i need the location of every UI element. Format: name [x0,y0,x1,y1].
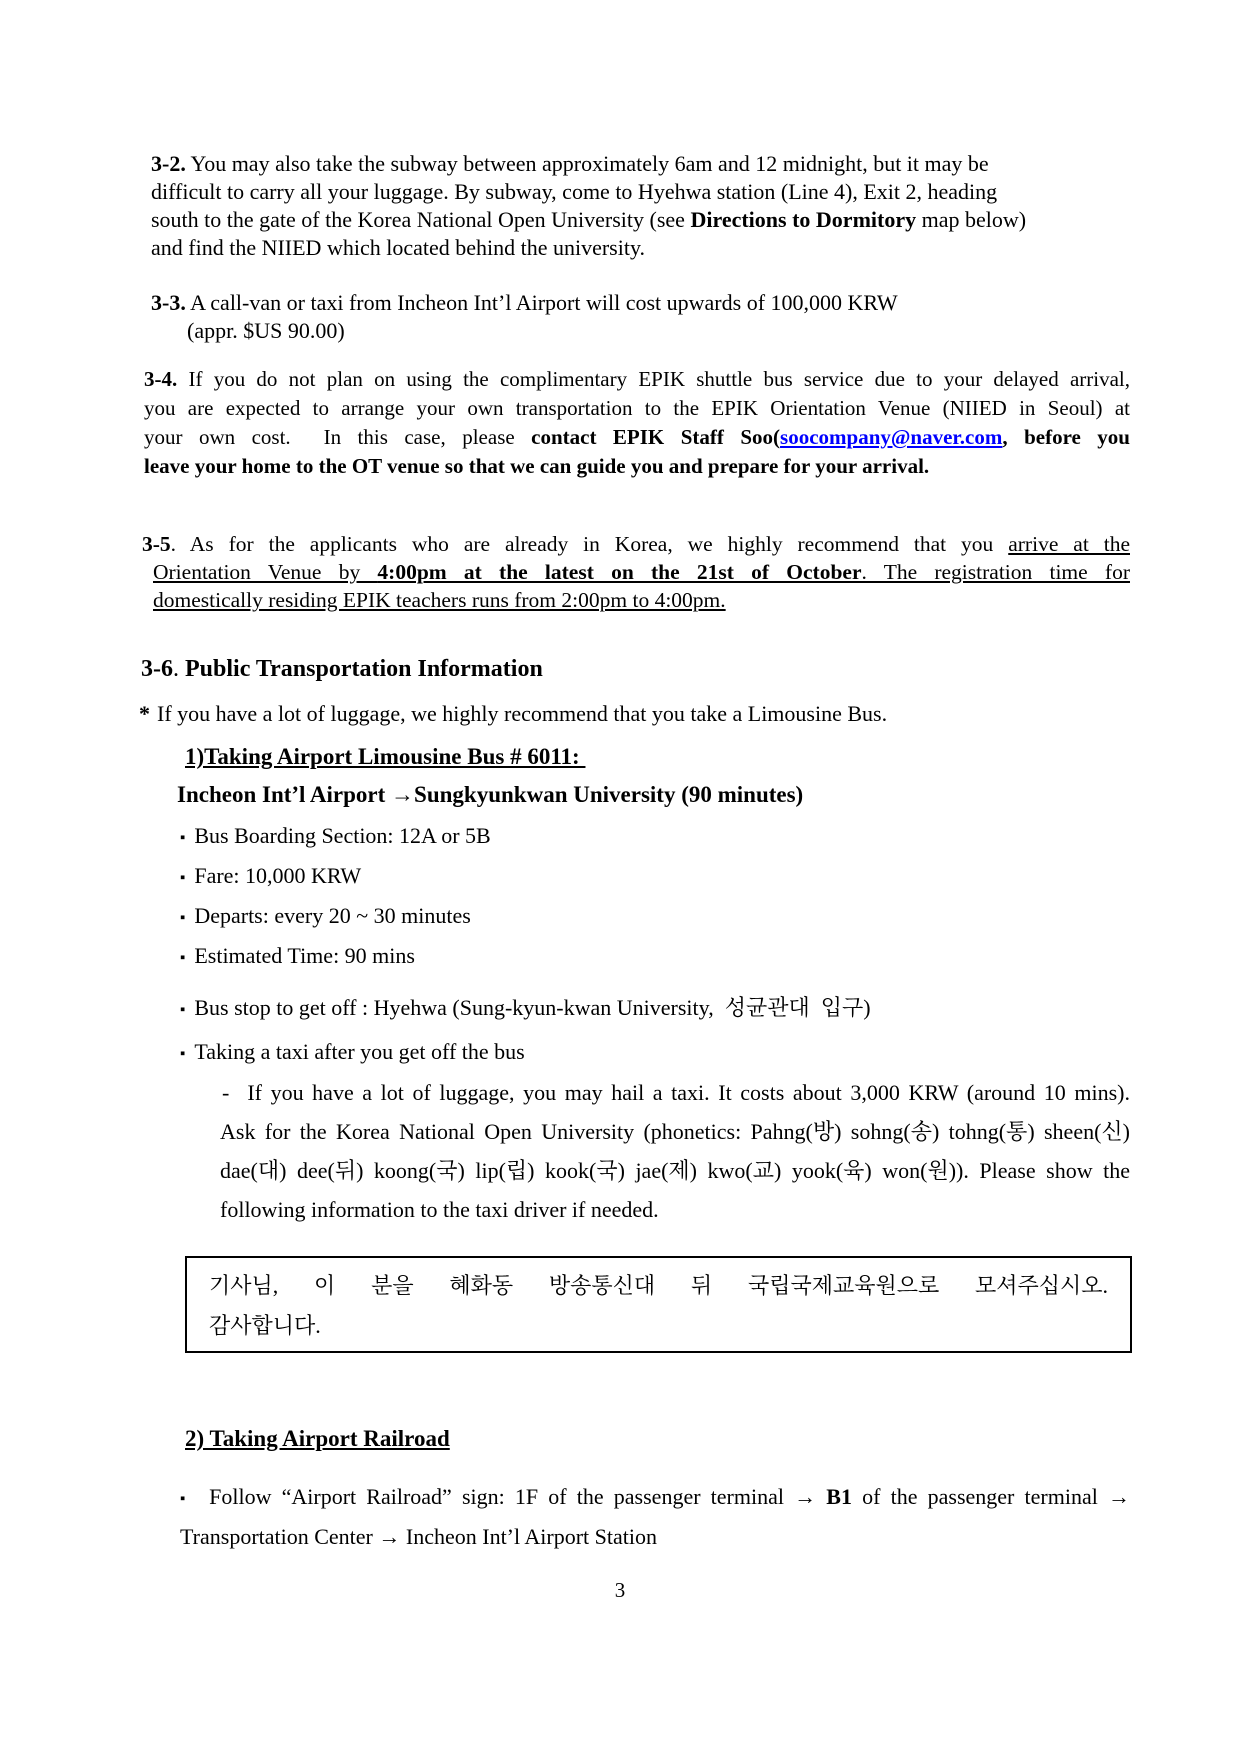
railroad-line2: Transportation Center → Incheon Int’l Airport Station [180,1524,658,1549]
paragraph-3-5-label: 3-5 [142,532,171,556]
paragraph-3-5 [142,530,1130,614]
korean-word: 방송통신대 [548,1273,656,1298]
domestic-underline: domestically residing EPIK teachers runs from 2:00pm to 4:00pm. [153,588,726,612]
section-heading-3-6 [141,656,543,683]
registration-underline: . The registration time for [861,560,1130,584]
paragraph-3-3-text: A call-van or taxi from Incheon Int’l Airport will cost upwards of 100,000 KRW [185,290,898,315]
paragraph-3-2-line1: You may also take the subway between approximately 6am and 12 midnight, but it may be [185,151,989,176]
taxi-detail-line1-text: If you have a lot of luggage, you may hail a taxi. It costs about 3,000 KRW (around 10 mins). [247,1080,1130,1105]
square-bullet-icon: ▪ [180,830,186,846]
section-3-6-number: 3-6 [141,656,173,682]
luggage-note-text: If you have a lot of luggage, we highly recommend that you take a Limousine Bus. [157,701,888,726]
railroad-line1c: of the passenger terminal → [851,1484,1130,1509]
railroad-line1a: Follow “Airport Railroad” sign: 1F of the passenger terminal → [198,1484,827,1509]
square-bullet-icon: ▪ [180,910,186,926]
orientation-venue-underline: Orientation Venue by [153,560,378,584]
korean-word: 국립국제교육원으로 [747,1273,940,1298]
korean-word: 뒤 [690,1273,713,1298]
square-bullet-icon: ▪ [180,1491,190,1507]
page-number: 3 [614,1578,626,1602]
paragraph-3-2-label: 3-2. [151,151,186,176]
section-3-6-separator: . [173,656,185,682]
korean-word: 혜화동 [449,1273,514,1298]
directions-to-dormitory-bold: Directions to Dormitory [690,207,917,232]
paragraph-3-3-line1 [151,289,1136,317]
paragraph-3-3-line2: (appr. $US 90.00) [187,318,345,343]
paragraph-3-4-line2: you are expected to arrange your own transportation to the EPIK Orientation Venue (NIIED in Seoul) at [144,396,1130,420]
bullet-fare [180,863,361,889]
korean-note-line2: 감사합니다. [209,1313,321,1338]
arrive-underline: arrive at the [1008,532,1130,556]
bullet-bus-stop-text: Bus stop to get off : Hyehwa (Sung-kyun-kwan University, 성균관대 입구) [194,995,871,1020]
airport-railroad-heading: 2) Taking Airport Railroad [185,1426,450,1451]
bullet-departs-text: Departs: every 20 ~ 30 minutes [194,903,471,928]
email-link[interactable]: soocompany@naver.com [780,425,1003,449]
korean-word: 분을 [371,1273,414,1298]
square-bullet-icon: ▪ [180,950,186,966]
taxi-phonetics-line2: dae(대) dee(뒤) koong(국) lip(립) kook(국) jae(제) kwo(교) yook(육) won(원)). Please show the [220,1158,1130,1183]
contact-epik-staff-bold: contact EPIK Staff Soo( [531,425,781,449]
korean-word: 이 [314,1273,336,1298]
paragraph-3-2-line2: difficult to carry all your luggage. By subway, come to Hyehwa station (Line 4), Exit 2, heading [151,179,998,204]
bullet-bus-boarding [180,823,491,849]
korean-note-line1 [209,1269,1108,1300]
paragraph-3-5-line1 [142,530,1130,558]
limousine-bus-heading: 1)Taking Airport Limousine Bus # 6011: [185,744,586,769]
bullet-bus-stop [180,991,871,1022]
luggage-note [139,701,887,727]
bullet-estimated-time [180,943,415,969]
paragraph-3-5-line1a: . As for the applicants who are already in Korea, we highly recommend that you [170,532,1009,556]
dash-marker: - [222,1080,230,1105]
railroad-line1 [180,1478,1130,1518]
paragraph-3-4-line1 [144,365,1130,394]
bullet-taxi-after-bus-text: Taking a taxi after you get off the bus [194,1039,525,1064]
square-bullet-icon: ▪ [180,1002,186,1018]
bullet-departs [180,903,471,929]
korean-word: 기사님, [209,1273,279,1298]
bullet-bus-boarding-text: Bus Boarding Section: 12A or 5B [194,823,491,848]
square-bullet-icon: ▪ [180,1046,186,1062]
airport-railroad-bullet [180,1478,1130,1555]
korean-driver-note-box [185,1256,1132,1353]
paragraph-3-4-line3a: your own cost. In this case, please [144,425,532,449]
section-3-6-title: Public Transportation Information [185,656,543,682]
taxi-show-driver-line: following information to the taxi driver if needed. [220,1197,659,1222]
taxi-phonetics-line1: Ask for the Korea National Open University (phonetics: Pahng(방) sohng(송) tohng(통) sheen(신) [220,1119,1130,1144]
korean-word: 모셔주십시오. [974,1273,1108,1298]
bullet-fare-text: Fare: 10,000 KRW [194,863,362,888]
paragraph-3-4-line1-text: If you do not plan on using the complimentary EPIK shuttle bus service due to your delayed arrival, [177,367,1130,391]
paragraph-3-3-label: 3-3. [151,290,186,315]
taxi-detail-continued [220,1112,1130,1229]
paragraph-3-5-line3 [142,586,1130,614]
paragraph-3-4-line3 [144,423,1130,452]
paragraph-3-2 [151,150,1136,262]
paragraph-3-4-line4: leave your home to the OT venue so that we can guide you and prepare for your arrival. [144,454,930,478]
paragraph-3-4-line3c: , before you [1002,425,1130,449]
paragraph-3-4 [144,365,1130,481]
paragraph-3-3 [151,289,1136,345]
paragraph-3-2-line3a: south to the gate of the Korea National Open University (see [151,207,691,232]
paragraph-3-5-line2 [142,558,1130,586]
bullet-taxi-after-bus [180,1039,525,1065]
paragraph-3-4-label: 3-4. [144,367,178,391]
square-bullet-icon: ▪ [180,870,186,886]
paragraph-3-2-line4: and find the NIIED which located behind the university. [151,235,646,260]
bus-route-heading: Incheon Int’l Airport →Sungkyunkwan University (90 minutes) [177,782,804,807]
bullet-estimated-time-text: Estimated Time: 90 mins [194,943,415,968]
taxi-detail-line1 [222,1080,1130,1106]
deadline-bold-underline: 4:00pm at the latest on the 21st of October [377,560,862,584]
b1-bold: B1 [826,1484,852,1509]
asterisk-marker: * [139,701,150,726]
paragraph-3-2-line3c: map below) [916,207,1027,232]
